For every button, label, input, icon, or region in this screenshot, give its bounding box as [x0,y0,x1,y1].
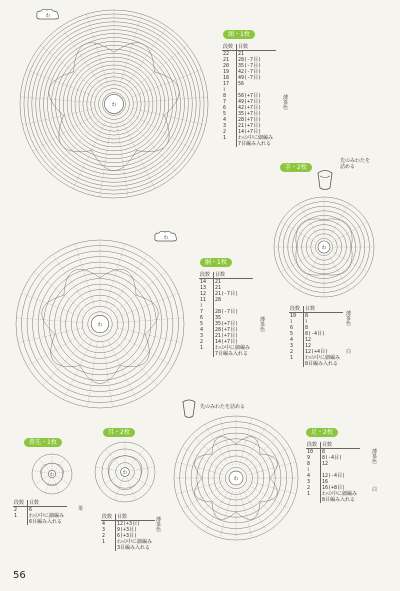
chart-stitch-line [34,272,85,313]
table-cell: 1 [289,355,304,361]
table-cell: 12 [199,291,214,297]
table-cell: 4 [199,327,214,333]
table-cell: 42(-7目) [238,69,262,75]
table-cell: 3 [222,123,237,129]
chart-stitch-line [299,204,319,238]
chart-stitch-line [123,122,155,188]
table-header-cell: 目数 [321,442,361,449]
ear-side-label: 薄茶色 [156,517,162,533]
chart-stitch-line [41,45,98,91]
foot-title: 足・2枚 [306,428,338,437]
table-cell: 19 [222,69,237,75]
chart-stitch-line [246,434,280,468]
table-cell: 4 [306,473,321,479]
chart-stitch-line [130,45,187,91]
table-cell: 6(+3目) [117,533,138,539]
table-header-cell: 段数 [13,500,28,507]
table-cell: 3 [199,333,214,339]
chart-petal-arc [80,366,120,384]
hand-stuffing-icon [315,168,335,192]
foot-chart-diagram [172,414,300,542]
chart-petal-arc [92,151,137,171]
chart-stitch-line [205,490,229,532]
table-cell: 21 [215,279,222,285]
table-cell: 35 [215,315,222,321]
table-cell: 28 [215,297,222,303]
snout-title: 鼻先・1枚 [24,438,62,447]
chart-stitch-line [39,459,49,471]
chart-stitch-line [205,424,229,466]
chart-stitch-line [299,256,319,290]
table-row [222,141,276,147]
chart-stitch-line [117,293,178,317]
hand-side-label-1: 薄茶色 [346,311,352,327]
table-header-cell: 段数 [199,272,214,279]
table-cell [289,361,304,367]
table-cell: 8 [305,325,309,331]
body-stitch-table [199,272,253,357]
chart-stitch-line [329,256,349,290]
chart-stitch-line [112,337,157,385]
chart-stitch-line [129,449,144,467]
head-title: 頭・1枚 [223,30,255,39]
body-side-label: 薄茶色 [260,317,266,333]
table-cell: 14(+7目) [238,129,262,135]
table-cell: 7目編み入れる [238,141,272,147]
chart-stitch-line [248,447,290,471]
chart-stitch-line [333,222,367,242]
table-cell: 1 [306,491,321,497]
table-cell [199,351,214,357]
table-cell: 28(+7目) [238,117,262,123]
foot-side-label-1: 薄茶色 [372,449,378,465]
table-cell: 13 [199,285,214,291]
table-cell: わの中に細編み [322,491,358,497]
table-cell: ⌇ [199,303,214,309]
table-cell: 7目編み入れる [215,351,249,357]
foot-stitch-table [306,442,360,503]
table-cell: 3目編み入れる [117,545,151,551]
chart-stitch-line [248,485,290,509]
table-cell: 21(-7目) [215,291,239,297]
table-cell: 2 [306,485,321,491]
table-header-cell: 目数 [304,306,344,313]
chart-center-label: わ [97,322,103,328]
table-cell: わの中に細編み [305,355,341,361]
chart-stitch-line [22,293,83,317]
chart-stitch-line [333,252,367,272]
table-cell: 9(+3目) [117,527,138,533]
table-cell: 4 [289,337,304,343]
table-cell: 3 [289,343,304,349]
chart-stitch-line [106,449,121,467]
foot-side-label-2: 白 [372,487,378,493]
chart-stitch-line [243,424,267,466]
table-cell: わの中に細編み [215,345,251,351]
table-cell: 12 [305,343,312,349]
head-cloud-label: わ [45,13,51,19]
table-cell: 12(+3目) [117,521,141,527]
table-cell: 8 [222,93,237,99]
chart-center-label: わ [111,102,117,108]
table-cell: 4 [222,117,237,123]
table-cell: 2 [13,507,28,514]
table-cell: 8 [306,461,321,467]
snout-stitch-table [13,500,67,525]
table-cell: ⌇ [305,319,308,325]
chart-stitch-line [243,490,267,532]
body-title: 胴・1枚 [200,258,232,267]
hand-chart-diagram [272,195,376,299]
table-cell: 8(-4目) [305,331,326,337]
table-cell: 8目編み入れる [322,497,356,503]
table-cell: 28(-7目) [238,57,262,63]
chart-stitch-line [20,97,93,102]
table-cell: 12(+4目) [305,349,329,355]
table-cell: 49(+7目) [238,99,262,105]
table-cell: 35(-7目) [238,63,262,69]
snout-side-label: 茶 [78,506,84,512]
table-cell: 6 [199,315,214,321]
table-cell: わの中に細編み [238,135,274,141]
table-cell: 2 [289,349,304,355]
chart-center-label: わ [122,470,128,476]
foot-chart-svg [172,414,300,542]
chart-stitch-line [192,488,226,522]
table-header-cell: 段数 [306,442,321,449]
table-header-cell: 目数 [116,514,156,521]
table-cell: 8目編み入れる [305,361,339,367]
body-chart-diagram [14,238,186,410]
table-cell: 14(+7目) [215,339,239,345]
table-cell: 7 [199,309,214,315]
chart-stitch-line [99,475,119,487]
table-cell: わの中に細編み [29,513,65,519]
table-cell: ⌇ [306,467,321,473]
table-cell: 21 [222,57,237,63]
hand-chart-svg [272,195,376,299]
chart-center-label: わ [321,245,327,251]
table-cell: 10 [306,449,321,456]
head-side-label: 薄茶色 [283,95,289,111]
table-cell: 16 [322,479,329,485]
table-cell: 5 [199,321,214,327]
table-cell: ⌇ [222,87,237,93]
chart-stitch-line [246,488,280,522]
ear-chart-svg [93,440,157,504]
ear-title: 耳・2枚 [103,428,135,437]
ear-stitch-table [101,514,155,551]
chart-stitch-line [182,485,224,509]
chart-stitch-line [329,204,349,238]
table-cell [306,497,321,503]
table-cell: 35(+7目) [238,111,262,117]
table-cell: 6 [222,105,237,111]
hand-side-label-2: 白 [346,349,352,355]
chart-stitch-line [43,337,88,385]
body-chart-svg [14,238,186,410]
foot-note: 先のみわたを詰める [200,404,246,410]
table-cell: 14 [199,279,214,286]
table-cell: 8 [305,313,309,319]
chart-petal-arc [111,480,140,490]
chart-stitch-line [55,459,65,471]
table-cell: 11 [199,297,214,303]
table-cell: 7 [222,99,237,105]
chart-stitch-line [32,471,47,474]
table-header-cell: 段数 [222,44,237,51]
chart-stitch-line [131,467,154,471]
table-row [289,361,343,367]
table-cell: 21(+7目) [238,123,262,129]
chart-stitch-line [131,475,151,487]
table-cell: 5 [222,111,237,117]
table-cell: 1 [101,539,116,545]
table-cell: 21 [215,285,222,291]
hand-note: 先のみわたを詰める [340,158,371,170]
table-cell: 6目編み入れる [29,519,63,525]
hand-title: 手・2枚 [280,163,312,172]
head-chart-diagram [18,8,210,200]
table-cell: 1 [199,345,214,351]
table-header-cell: 目数 [28,500,68,507]
table-cell: 17 [222,81,237,87]
table-cell: 4 [101,521,116,528]
table-cell: 3 [101,527,116,533]
chart-stitch-line [116,333,173,366]
table-cell: 28(-7目) [215,309,239,315]
chart-stitch-line [182,447,224,471]
snout-chart-diagram [30,452,74,496]
table-row [101,545,155,551]
ear-chart-diagram [93,440,157,504]
table-cell: 12 [322,461,329,467]
body-cloud-label: わ [163,235,169,241]
chart-stitch-line [73,122,105,188]
table-row [13,519,67,525]
chart-stitch-line [75,244,94,307]
table-cell: 22 [222,51,237,58]
table-cell: 2 [199,339,214,345]
table-cell: 49(-7目) [238,75,262,81]
table-cell: 9 [306,455,321,461]
table-cell: 18 [222,75,237,81]
table-cell: 21 [238,51,245,57]
chart-stitch-line [132,114,196,151]
chart-stitch-line [114,272,165,313]
table-cell: 6 [289,325,304,331]
table-cell: 8(-4目) [322,455,343,461]
table-cell: 3 [306,479,321,485]
table-row [306,497,360,503]
body-cloud-bubble [154,230,178,244]
table-cell: ⌇ [289,319,304,325]
chart-stitch-line [56,471,71,474]
chart-stitch-line [281,222,315,242]
table-row [199,351,253,357]
table-cell: 5 [289,331,304,337]
chart-stitch-line [281,252,315,272]
chart-stitch-line [27,333,84,366]
table-cell [222,141,237,147]
table-cell: 2 [101,533,116,539]
table-cell: 2 [222,129,237,135]
table-cell: 1 [222,135,237,141]
head-cloud-bubble [36,8,60,22]
table-cell: 8 [322,449,326,455]
table-cell: 20 [222,63,237,69]
table-cell: 35(+7目) [215,321,239,327]
table-cell: 12(-4目) [322,473,346,479]
chart-stitch-line [134,97,207,102]
table-cell: 21(+7目) [215,333,239,339]
table-header-cell: 段数 [101,514,116,521]
snout-chart-svg [30,452,74,496]
hand-stitch-table [289,306,343,367]
head-stitch-table [222,44,276,147]
table-cell: 42(+7目) [238,105,262,111]
chart-center-label: わ [49,472,55,478]
table-cell: 1 [13,513,28,519]
table-cell: わの中に細編み [117,539,153,545]
table-cell: 10 [289,313,304,320]
chart-stitch-line [192,434,226,468]
table-cell: 28(+7目) [215,327,239,333]
table-header-cell: 目数 [237,44,277,51]
head-chart-svg [18,8,210,200]
table-cell: 6 [29,507,33,513]
chart-stitch-line [105,244,124,307]
table-cell: 16(+8目) [322,485,346,491]
table-cell: 56(+7目) [238,93,262,99]
table-cell: 12 [305,337,312,343]
page-number: 56 [13,570,26,581]
table-header-cell: 段数 [289,306,304,313]
table-cell [101,545,116,551]
table-header-cell: 目数 [214,272,254,279]
chart-center-label: わ [233,476,239,482]
table-cell: 56 [238,81,245,87]
table-cell [13,519,28,525]
chart-stitch-line [95,467,118,471]
chart-stitch-line [33,114,97,151]
